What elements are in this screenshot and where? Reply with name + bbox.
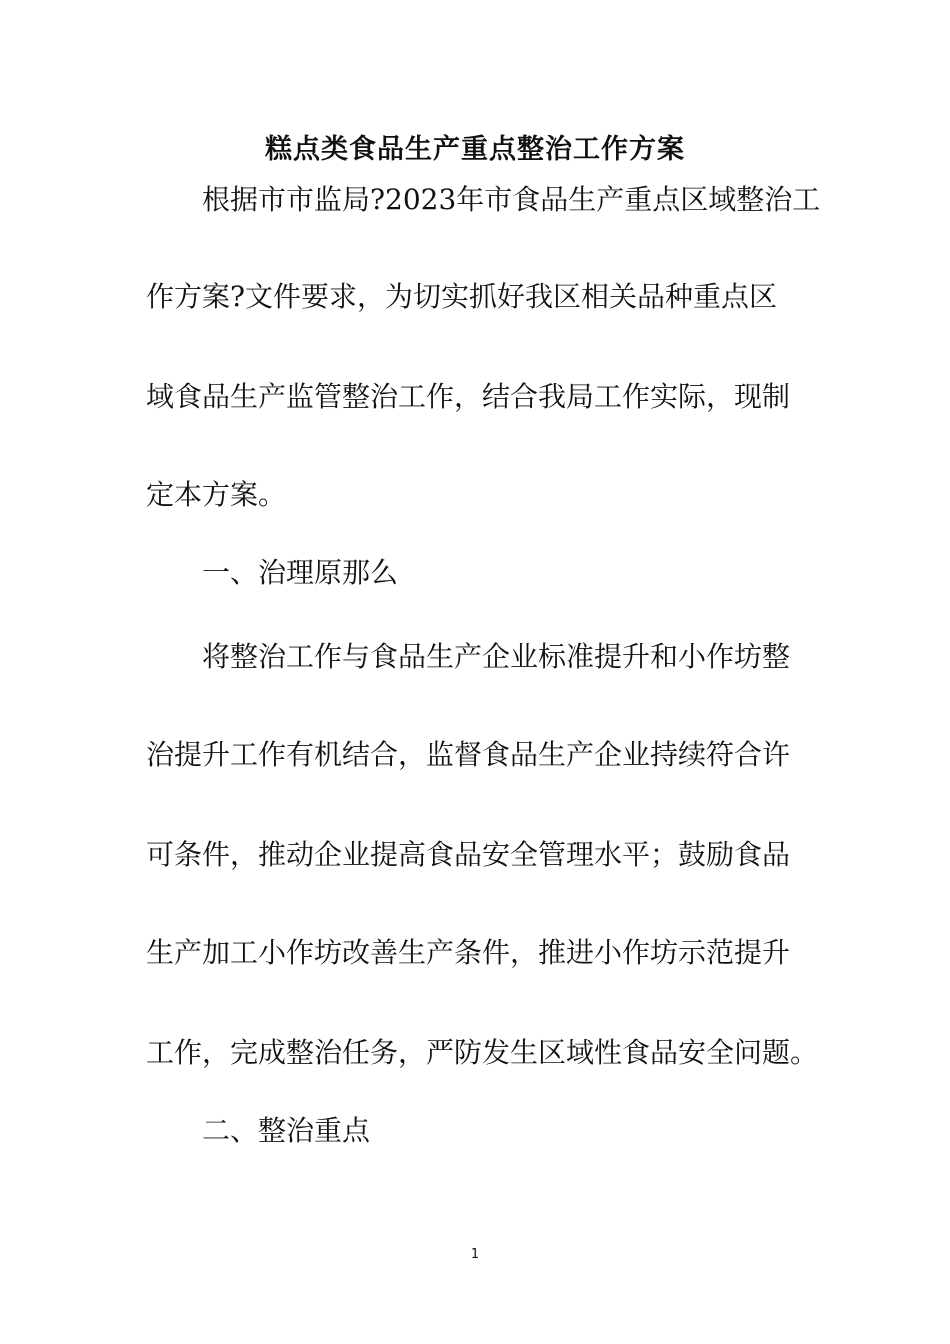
paragraph-line: 工作，完成整治任务，严防发生区域性食品安全问题。 xyxy=(146,1036,819,1069)
paragraph-line: 根据市市监局?2023年市食品生产重点区域整治工 xyxy=(202,183,821,216)
document-title: 糕点类食品生产重点整治工作方案 xyxy=(265,134,685,165)
section-heading: 一、治理原那么 xyxy=(202,556,399,589)
paragraph-line: 生产加工小作坊改善生产条件，推进小作坊示范提升 xyxy=(146,936,791,969)
paragraph-line: 将整治工作与食品生产企业标准提升和小作坊整 xyxy=(202,640,791,673)
section-heading: 二、整治重点 xyxy=(202,1114,371,1147)
paragraph-line: 域食品生产监管整治工作，结合我局工作实际，现制 xyxy=(146,380,791,413)
paragraph-line: 作方案?文件要求，为切实抓好我区相关品种重点区 xyxy=(146,280,778,313)
paragraph-line: 治提升工作有机结合，监督食品生产企业持续符合许 xyxy=(146,738,791,771)
page-number: 1 xyxy=(470,1247,480,1262)
paragraph-line: 可条件，推动企业提高食品安全管理水平；鼓励食品 xyxy=(146,838,791,871)
paragraph-line: 定本方案。 xyxy=(146,478,287,511)
